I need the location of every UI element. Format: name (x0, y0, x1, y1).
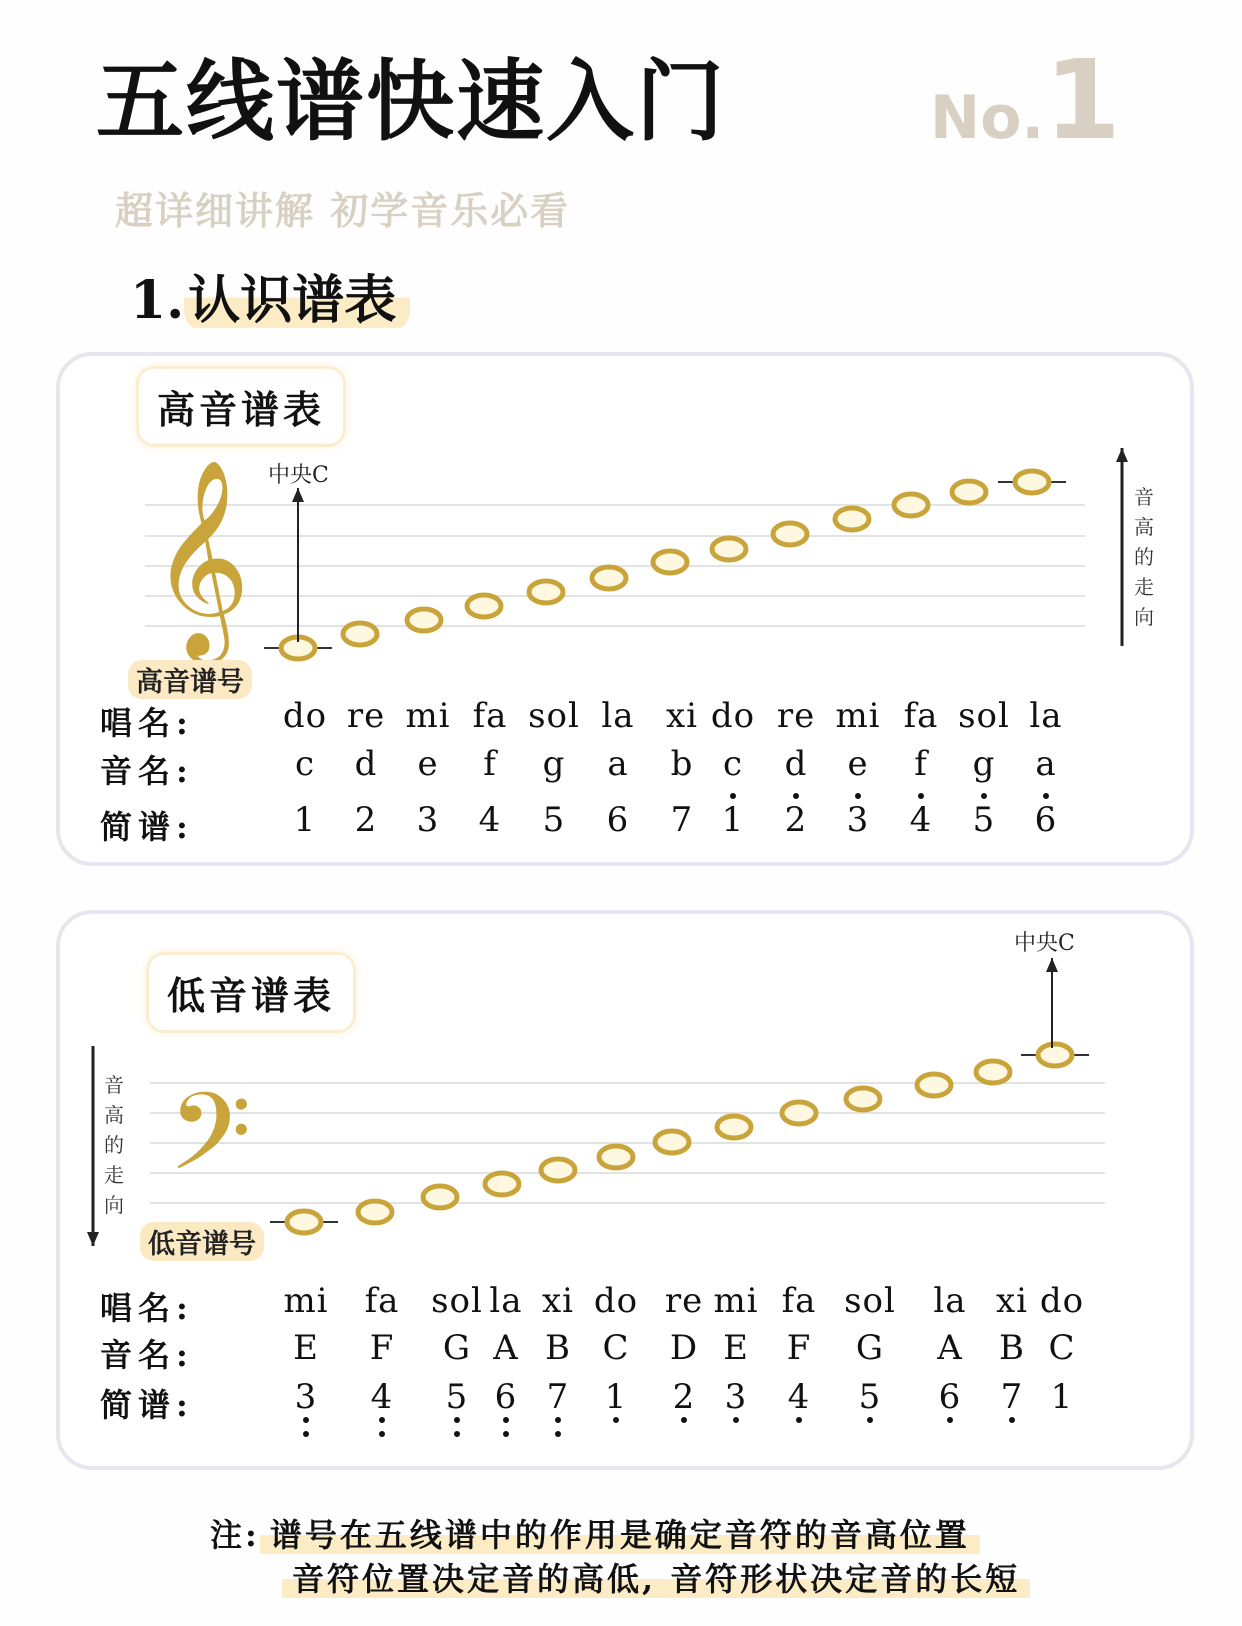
bass-solfege-5: xi (541, 1281, 575, 1321)
treble-jianpu-9: 2 (784, 800, 808, 840)
treble-note-4: f (483, 744, 497, 784)
treble-direction-char-5: 向 (1134, 605, 1154, 629)
bass-jianpu-8: 3 (724, 1377, 748, 1417)
bass-jianpu-10: 5 (858, 1377, 882, 1417)
treble-solfege-13: la (1029, 696, 1063, 736)
treble-solfege-1: do (282, 696, 328, 736)
bass-low-dot-1-1 (303, 1417, 309, 1423)
footnote-text-1: 谱号在五线谱中的作用是确定音符的音高位置 (260, 1516, 980, 1554)
treble-jianpu-5: 5 (542, 800, 566, 840)
bass-jianpu-13: 1 (1050, 1377, 1074, 1417)
treble-solfege-8: do (710, 696, 756, 736)
treble-note-2: d (354, 744, 378, 784)
bass-middle-c-arrow-head (1046, 958, 1058, 972)
bass-solfege-9: fa (781, 1281, 817, 1321)
treble-solfege-12: sol (958, 696, 1010, 736)
bass-note-11: A (937, 1328, 963, 1368)
bass-low-dot-4-2 (503, 1431, 509, 1437)
page-title: 五线谱快速入门 (96, 50, 727, 153)
bass-solfege-12: xi (995, 1281, 1029, 1321)
bass-note-6 (599, 1146, 633, 1168)
treble-note-7: b (670, 744, 694, 784)
treble-direction-char-3: 的 (1134, 545, 1154, 569)
bass-note-4: A (493, 1328, 519, 1368)
bass-jianpu-2: 4 (370, 1377, 394, 1417)
bass-note-3: G (442, 1328, 472, 1368)
bass-solfege-10: sol (844, 1281, 896, 1321)
bass-solfege-8: mi (713, 1281, 759, 1321)
bass-note-13: C (1048, 1328, 1076, 1368)
treble-jianpu-6: 6 (606, 800, 630, 840)
bass-jianpu-12: 7 (1000, 1377, 1024, 1417)
treble-jianpu-2: 2 (354, 800, 378, 840)
footnote-text-2: 音符位置决定音的高低, 音符形状决定音的长短 (282, 1560, 1030, 1598)
footnote-label: 注: (210, 1516, 260, 1554)
bass-note-2 (358, 1201, 392, 1223)
treble-jianpu-12: 5 (972, 800, 996, 840)
bass-low-dot-3-2 (454, 1431, 460, 1437)
bass-jianpu-3: 5 (445, 1377, 469, 1417)
bass-note-12: B (999, 1328, 1025, 1368)
treble-jianpu-1: 1 (293, 800, 317, 840)
bass-note-8: E (723, 1328, 749, 1368)
bass-note-label: 音名: (100, 1336, 194, 1374)
bass-jianpu-7: 2 (672, 1377, 696, 1417)
bass-note-2: F (369, 1328, 395, 1368)
bass-low-dot-12-1 (1009, 1417, 1015, 1423)
treble-note-label: 音名: (100, 752, 194, 790)
issue-no-number: 1 (1044, 36, 1121, 164)
bass-solfege-1: mi (283, 1281, 329, 1321)
bass-card-label: 低音谱表 (146, 952, 356, 1033)
treble-jianpu-10: 3 (846, 800, 870, 840)
bass-low-dot-4-1 (503, 1417, 509, 1423)
treble-direction-char-2: 高 (1134, 515, 1154, 539)
bass-low-dot-1-2 (303, 1431, 309, 1437)
bass-jianpu-4: 6 (494, 1377, 518, 1417)
bass-note-7 (655, 1131, 689, 1153)
treble-card-label: 高音谱表 (136, 366, 346, 447)
bass-note-8 (717, 1116, 751, 1138)
bass-note-13 (1038, 1044, 1072, 1066)
treble-note-11: f (914, 744, 928, 784)
treble-solfege-5: sol (528, 696, 580, 736)
bass-solfege-2: fa (364, 1281, 400, 1321)
bass-solfege-4: la (489, 1281, 523, 1321)
bass-note-12 (976, 1061, 1010, 1083)
bass-low-dot-10-1 (867, 1417, 873, 1423)
treble-solfege-3: mi (405, 696, 451, 736)
footnote-line-1 (210, 1510, 980, 1556)
bass-jianpu-5: 7 (546, 1377, 570, 1417)
treble-clef-tag: 高音谱号 (128, 660, 252, 699)
bass-low-dot-11-1 (947, 1417, 953, 1423)
bass-solfege-7: re (664, 1281, 704, 1321)
bass-low-dot-7-1 (681, 1417, 687, 1423)
bass-note-1 (287, 1211, 321, 1233)
bass-low-dot-5-1 (555, 1417, 561, 1423)
bass-solfege-6: do (593, 1281, 639, 1321)
bass-direction-char-5: 向 (104, 1193, 124, 1217)
treble-note-6: a (607, 744, 629, 784)
treble-solfege-7: xi (665, 696, 699, 736)
treble-note-5: g (542, 744, 566, 784)
bass-note-10: G (855, 1328, 885, 1368)
bass-note-3 (423, 1186, 457, 1208)
bass-note-6: C (602, 1328, 630, 1368)
treble-jianpu-7: 7 (670, 800, 694, 840)
bass-jianpu-label: 简谱: (100, 1386, 194, 1424)
bass-jianpu-1: 3 (294, 1377, 318, 1417)
bass-clef-icon: 𝄢 (168, 1069, 252, 1221)
bass-direction-char-3: 的 (104, 1133, 124, 1157)
treble-jianpu-label: 简谱: (100, 808, 194, 846)
treble-solfege-label: 唱名: (100, 704, 194, 742)
treble-jianpu-3: 3 (416, 800, 440, 840)
treble-jianpu-8: 1 (721, 800, 745, 840)
bass-solfege-label: 唱名: (100, 1289, 194, 1327)
treble-note-10: e (847, 744, 869, 784)
section-number: 1. (130, 270, 185, 331)
treble-clef-icon: 𝄞 (150, 458, 251, 656)
bass-low-dot-9-1 (796, 1417, 802, 1423)
treble-solfege-10: mi (835, 696, 881, 736)
bass-direction-arrow-head (87, 1232, 99, 1246)
treble-note-8: c (722, 744, 744, 784)
treble-solfege-4: fa (472, 696, 508, 736)
bass-low-dot-6-1 (613, 1417, 619, 1423)
bass-note-1: E (293, 1328, 319, 1368)
treble-middle-c-label: 中央C (268, 463, 329, 488)
issue-no-text: No. (930, 83, 1045, 153)
bass-note-7: D (669, 1328, 699, 1368)
section-title: 认识谱表 (184, 270, 410, 331)
footnote-line-2 (282, 1554, 1030, 1600)
treble-solfege-11: fa (903, 696, 939, 736)
bass-direction-char-4: 走 (104, 1163, 124, 1187)
bass-jianpu-6: 1 (604, 1377, 628, 1417)
page-subtitle: 超详细讲解 初学音乐必看 (115, 189, 571, 233)
treble-jianpu-11: 4 (909, 800, 933, 840)
treble-note-3: e (417, 744, 439, 784)
bass-low-dot-3-1 (454, 1417, 460, 1423)
treble-solfege-9: re (776, 696, 816, 736)
bass-note-9: F (786, 1328, 812, 1368)
treble-note-12: g (972, 744, 996, 784)
bass-middle-c-label: 中央C (1014, 931, 1075, 956)
bass-clef-tag: 低音谱号 (140, 1222, 264, 1261)
treble-note-13: a (1035, 744, 1057, 784)
treble-solfege-2: re (346, 696, 386, 736)
bass-solfege-11: la (933, 1281, 967, 1321)
bass-jianpu-11: 6 (938, 1377, 962, 1417)
bass-note-4 (485, 1173, 519, 1195)
bass-direction-char-1: 音 (104, 1073, 124, 1097)
treble-note-1: c (294, 744, 316, 784)
treble-direction-char-1: 音 (1134, 485, 1154, 509)
treble-jianpu-4: 4 (478, 800, 502, 840)
bass-jianpu-9: 4 (787, 1377, 811, 1417)
treble-jianpu-13: 6 (1034, 800, 1058, 840)
bass-solfege-13: do (1039, 1281, 1085, 1321)
bass-low-dot-2-1 (379, 1417, 385, 1423)
bass-low-dot-2-2 (379, 1431, 385, 1437)
bass-solfege-3: sol (431, 1281, 483, 1321)
bass-note-9 (782, 1102, 816, 1124)
treble-note-9: d (784, 744, 808, 784)
bass-low-dot-5-2 (555, 1431, 561, 1437)
bass-note-11 (917, 1074, 951, 1096)
bass-note-10 (846, 1088, 880, 1110)
treble-direction-char-4: 走 (1134, 575, 1154, 599)
bass-direction-char-2: 高 (104, 1103, 124, 1127)
bass-note-5 (541, 1159, 575, 1181)
treble-solfege-6: la (601, 696, 635, 736)
bass-note-5: B (545, 1328, 571, 1368)
bass-low-dot-8-1 (733, 1417, 739, 1423)
